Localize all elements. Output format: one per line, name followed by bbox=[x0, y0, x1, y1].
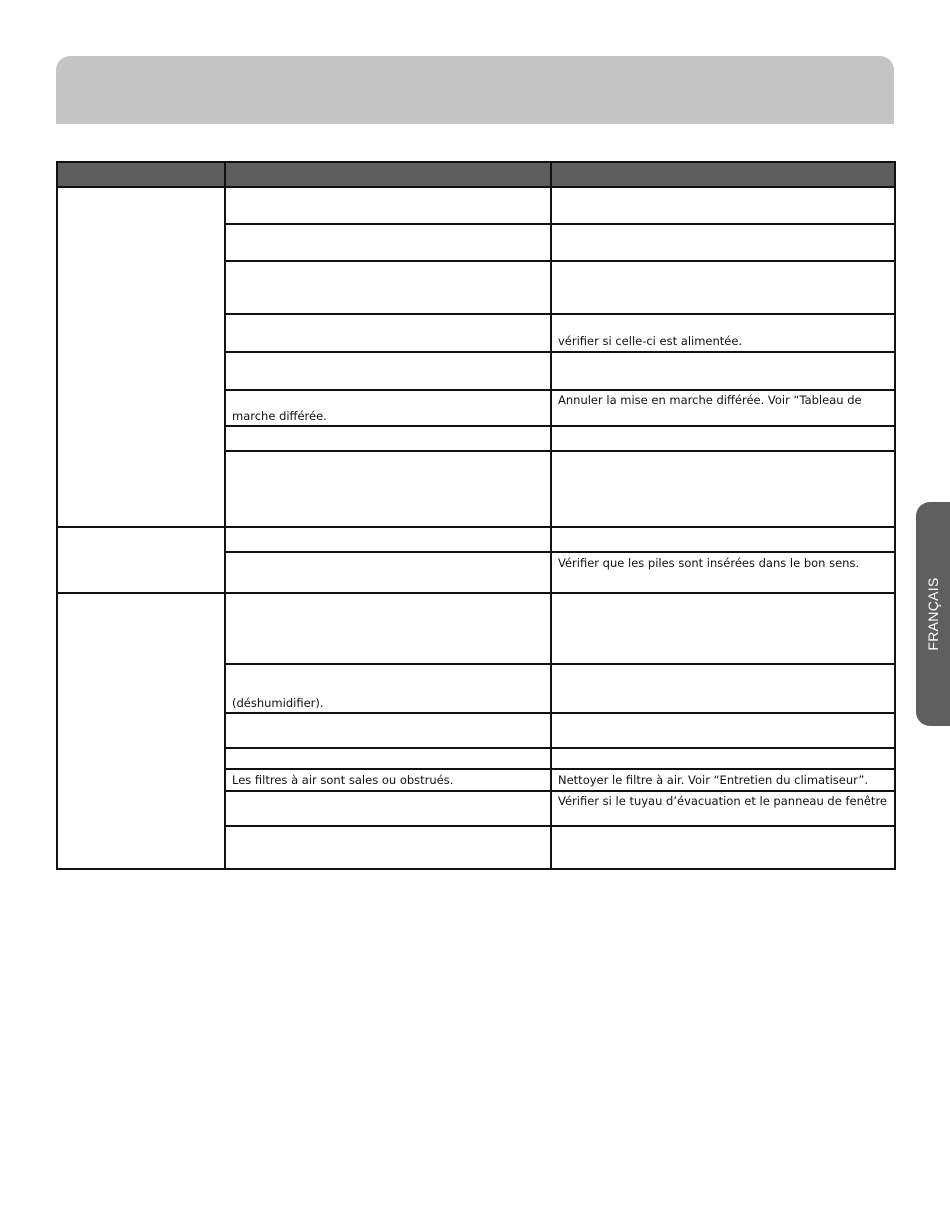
table-border-top bbox=[56, 161, 896, 163]
solution-cell: Vérifier si le tuyau d’évacuation et le panneau de fenêtre bbox=[558, 794, 887, 808]
solution-cell: vérifier si celle-ci est alimentée. bbox=[558, 334, 743, 348]
table-border-bottom bbox=[56, 868, 896, 870]
table-border-left bbox=[56, 161, 58, 870]
cause-cell: marche différée. bbox=[232, 409, 327, 423]
solution-cell: Vérifier que les piles sont insérées dans le bon sens. bbox=[558, 556, 860, 570]
row-divider bbox=[224, 551, 896, 553]
row-divider bbox=[224, 425, 896, 427]
row-divider bbox=[224, 768, 896, 770]
row-divider bbox=[224, 450, 896, 452]
row-divider bbox=[224, 663, 896, 665]
table-border-right bbox=[894, 161, 896, 870]
row-divider bbox=[224, 712, 896, 714]
language-tab-label: FRANÇAIS bbox=[925, 577, 941, 651]
cause-cell: (déshumidifier). bbox=[232, 696, 324, 710]
group-divider-1 bbox=[56, 526, 896, 528]
group-divider-2 bbox=[56, 592, 896, 594]
header-bottom-rule bbox=[56, 186, 896, 188]
cause-cell: Les filtres à air sont sales ou obstrués. bbox=[232, 773, 454, 787]
row-divider bbox=[224, 313, 896, 315]
row-divider bbox=[224, 825, 896, 827]
column-divider-1 bbox=[224, 161, 226, 870]
column-divider-2 bbox=[550, 161, 552, 870]
table-header-row bbox=[56, 161, 895, 187]
row-divider bbox=[224, 260, 896, 262]
row-divider bbox=[224, 790, 896, 792]
row-divider bbox=[224, 223, 896, 225]
solution-cell: Nettoyer le filtre à air. Voir “Entretien du climatiseur”. bbox=[558, 773, 868, 787]
row-divider bbox=[224, 747, 896, 749]
row-divider bbox=[224, 351, 896, 353]
solution-cell: Annuler la mise en marche différée. Voir “Tableau de bbox=[558, 393, 862, 407]
row-divider bbox=[224, 389, 896, 391]
